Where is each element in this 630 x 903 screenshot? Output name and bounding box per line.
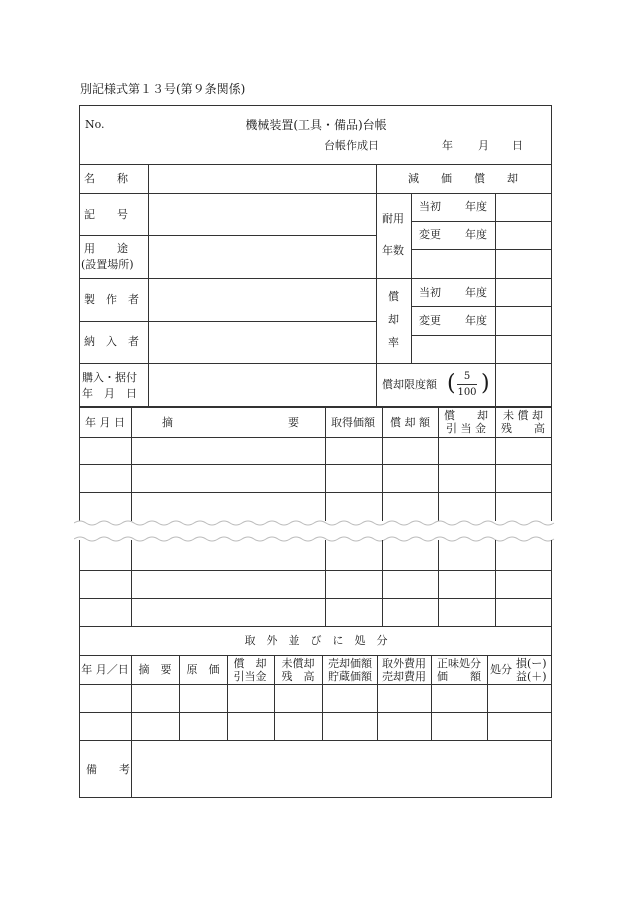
disposal-reserve-header-2: 引当金 (233, 670, 267, 683)
purchase-label: 購入・据付 (82, 371, 137, 384)
ledger-summary-header-1: 摘 (162, 416, 173, 429)
disposal-remaining-header-1: 未償却 (281, 657, 315, 670)
cost-header: 原 価 (186, 663, 220, 676)
purchase-date-label: 年 月 日 (82, 387, 137, 400)
disposal-remaining-header-2: 残 高 (281, 670, 315, 683)
life-initial-label: 当初 (419, 200, 441, 213)
name-label: 名 称 (84, 172, 128, 185)
limit-open-paren: ( (447, 371, 456, 396)
sale-cost-header: 売却費用 (382, 670, 426, 683)
acquisition-header: 取得価額 (331, 416, 375, 429)
ledger-summary-header-2: 要 (288, 416, 299, 429)
created-year-label: 年 (442, 139, 453, 152)
depreciation-amount-header: 償 却 額 (390, 416, 430, 429)
number-label: No. (85, 118, 105, 131)
useful-life-label-2: 年数 (382, 244, 404, 257)
removal-cost-header: 取外費用 (382, 657, 426, 670)
loss-label: 損(ー) (516, 657, 547, 670)
limit-numerator: 5 (463, 371, 471, 382)
disposal-date-header: 年 月／日 (81, 663, 129, 676)
remaining-header-1: 未 償 却 (503, 409, 543, 422)
rate-label-3: 率 (388, 336, 399, 349)
storage-value-header: 貯蔵価額 (328, 670, 372, 683)
supplier-label: 納 入 者 (84, 335, 139, 348)
symbol-label: 記 号 (84, 208, 128, 221)
disposal-title: 取 外 並 び に 処 分 (244, 634, 388, 647)
rate-label-2: 却 (388, 313, 399, 326)
ledger-date-header: 年 月 日 (85, 416, 125, 429)
rate-label-1: 償 (388, 290, 399, 303)
reserve-header-1: 償 却 (444, 409, 488, 422)
maker-label: 製 作 者 (84, 293, 139, 306)
life-initial-year-label: 年度 (465, 200, 487, 213)
remaining-header-2: 残 高 (501, 422, 545, 435)
life-changed-year-label: 年度 (465, 228, 487, 241)
disposal-reserve-header-1: 償 却 (233, 657, 267, 670)
limit-fraction (457, 371, 477, 398)
reserve-header-2: 引 当 金 (446, 422, 486, 435)
net-disposal-header-1: 正味処分 (437, 657, 481, 670)
form-label: 別記様式第１３号(第９条関係) (80, 82, 246, 96)
profit-loss-label: 処分 (490, 663, 512, 676)
created-date-label: 台帳作成日 (324, 139, 379, 152)
sale-price-header: 売却価額 (328, 657, 372, 670)
page-break-wave (74, 515, 558, 547)
created-day-label: 日 (512, 139, 523, 152)
gain-label: 益(＋) (516, 670, 547, 683)
life-changed-label: 変更 (419, 228, 441, 241)
net-disposal-header-2: 価 額 (437, 670, 481, 683)
limit-label: 償却限度額 (382, 378, 437, 391)
location-label: (設置場所) (81, 258, 134, 271)
created-month-label: 月 (478, 139, 489, 152)
useful-life-label: 耐用 (382, 212, 404, 225)
rate-changed-year-label: 年度 (465, 314, 487, 327)
remarks-label: 備 考 (86, 763, 130, 776)
depreciation-title: 減 価 償 却 (408, 172, 518, 185)
limit-denominator: 100 (457, 387, 477, 398)
limit-close-paren: ) (481, 371, 490, 396)
form-title: 機械装置(工具・備品)台帳 (245, 118, 387, 132)
rate-initial-year-label: 年度 (465, 286, 487, 299)
disposal-summary-header: 摘 要 (138, 663, 172, 676)
use-label: 用 途 (84, 242, 128, 255)
rate-initial-label: 当初 (419, 286, 441, 299)
rate-changed-label: 変更 (419, 314, 441, 327)
